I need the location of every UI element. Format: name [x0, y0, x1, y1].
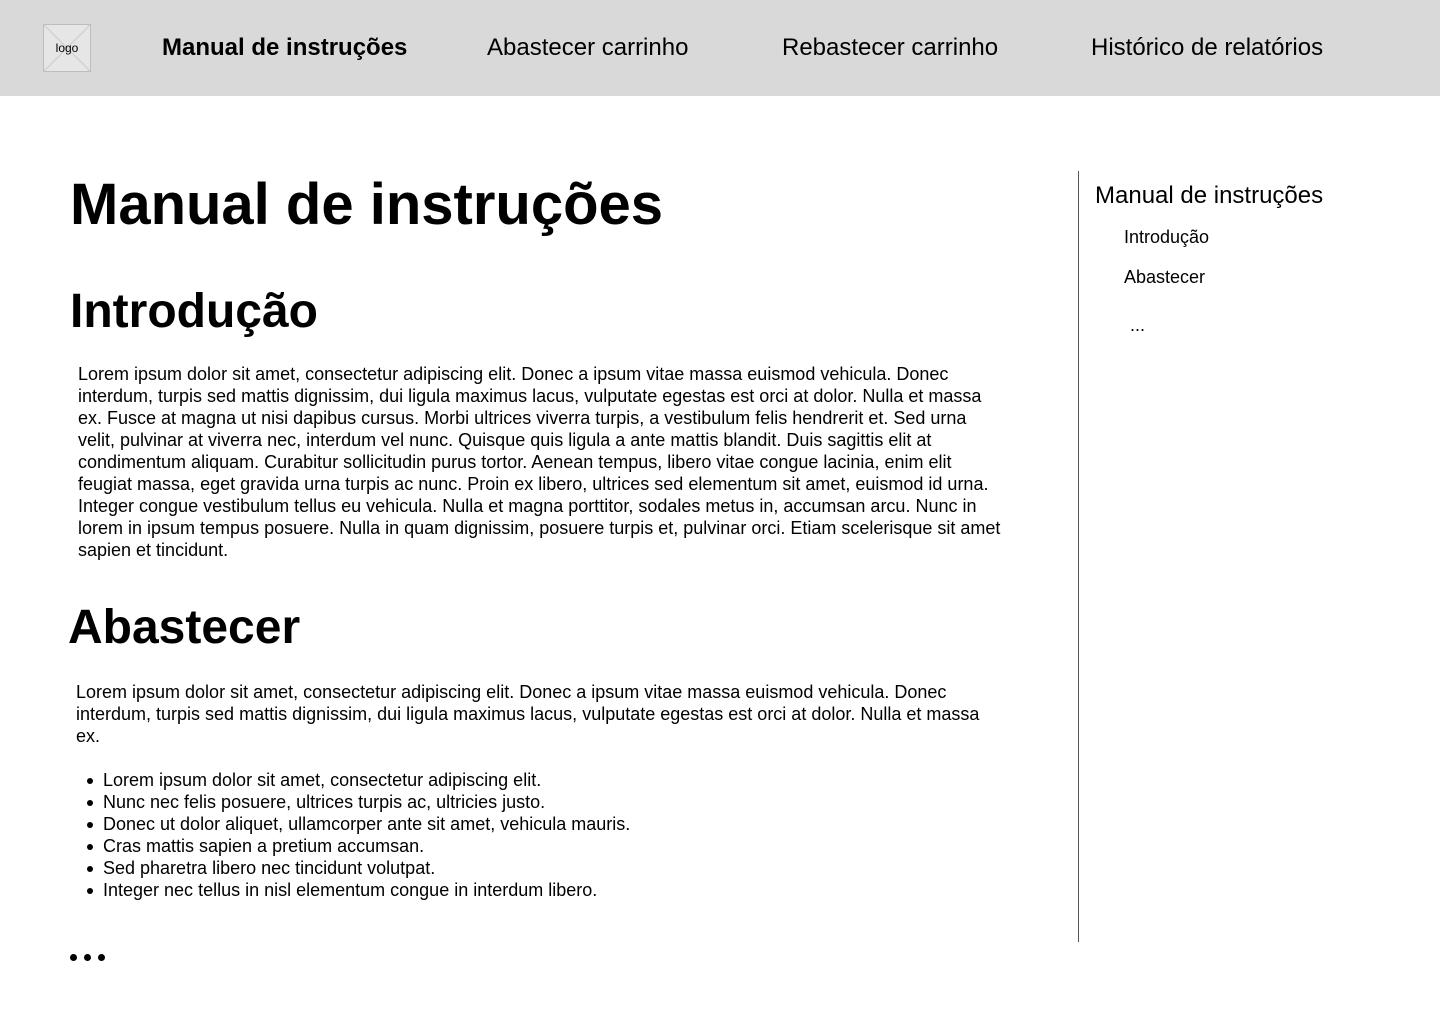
bullet-list: [103, 769, 630, 901]
toc-item-more[interactable]: ...: [1130, 315, 1146, 335]
logo[interactable]: [43, 24, 91, 72]
section-paragraph-abastecer: Lorem ipsum dolor sit amet, consectetur adipiscing elit. Donec a ipsum vitae massa euismod vehicula. Donec interdum, turpis sed mattis dignissim, dui ligula maximus lacus, vulputate egestas est orci at dolor. Nulla et massa ex.: [76, 682, 980, 746]
toc-title-link[interactable]: Manual de instruções: [1095, 182, 1324, 209]
list-item: Integer nec tellus in nisl elementum congue in interdum libero.: [103, 879, 630, 901]
page-title: Manual de instruções: [70, 172, 664, 237]
nav-item-manual[interactable]: Manual de instruções: [162, 34, 408, 61]
logo-label: logo: [55, 41, 79, 55]
toc-item-introducao[interactable]: Introdução: [1124, 227, 1210, 247]
nav-item-rebastecer-carrinho[interactable]: Rebastecer carrinho: [782, 34, 999, 61]
nav-item-historico-relatorios[interactable]: Histórico de relatórios: [1091, 34, 1324, 61]
list-item: Lorem ipsum dolor sit amet, consectetur adipiscing elit.: [103, 769, 630, 791]
list-item: Cras mattis sapien a pretium accumsan.: [103, 835, 630, 857]
sidebar-divider: [1078, 171, 1079, 942]
section-paragraph-introducao: Lorem ipsum dolor sit amet, consectetur adipiscing elit. Donec a ipsum vitae massa euismod vehicula. Donec interdum, turpis sed mattis dignissim, dui ligula maximus lacus, vulputate egestas est orci at dolor. Nulla et massa ex. Fusce at magna ut nisi dapibus cursus. Morbi ultrices viverra turpis, a vestibulum felis hendrerit et. Sed urna velit, pulvinar at viverra nec, interdum vel nunc. Quisque quis ligula a ante mattis blandit. Duis sagittis elit at condimentum aliquam. Curabitur sollicitudin purus tortor. Aenean tempus, libero vitae congue lacinia, enim elit feugiat massa, eget gravida urna turpis ac nunc. Proin ex libero, ultrices sed elementum sit amet, euismod id urna. Integer congue vestibulum tellus eu vehicula. Nulla et magna porttitor, sodales metus in, accumsan arcu. Nunc in lorem in ipsum tempus posuere. Nulla in quam dignissim, posuere turpis et, pulvinar orci. Etiam scelerisque sit amet sapien et tincidunt.: [78, 364, 1001, 560]
list-item: Sed pharetra libero nec tincidunt volutpat.: [103, 857, 630, 879]
toc-item-abastecer[interactable]: Abastecer: [1124, 267, 1206, 287]
top-navigation-bar: [0, 0, 1440, 96]
list-item: Nunc nec felis posuere, ultrices turpis ac, ultricies justo.: [103, 791, 630, 813]
section-heading-introducao: Introdução: [70, 285, 318, 338]
list-item: Donec ut dolor aliquet, ullamcorper ante sit amet, vehicula mauris.: [103, 814, 631, 834]
more-content-ellipsis-icon: [70, 954, 110, 962]
nav-item-abastecer-carrinho[interactable]: Abastecer carrinho: [487, 34, 689, 61]
section-heading-abastecer: Abastecer: [68, 601, 301, 654]
